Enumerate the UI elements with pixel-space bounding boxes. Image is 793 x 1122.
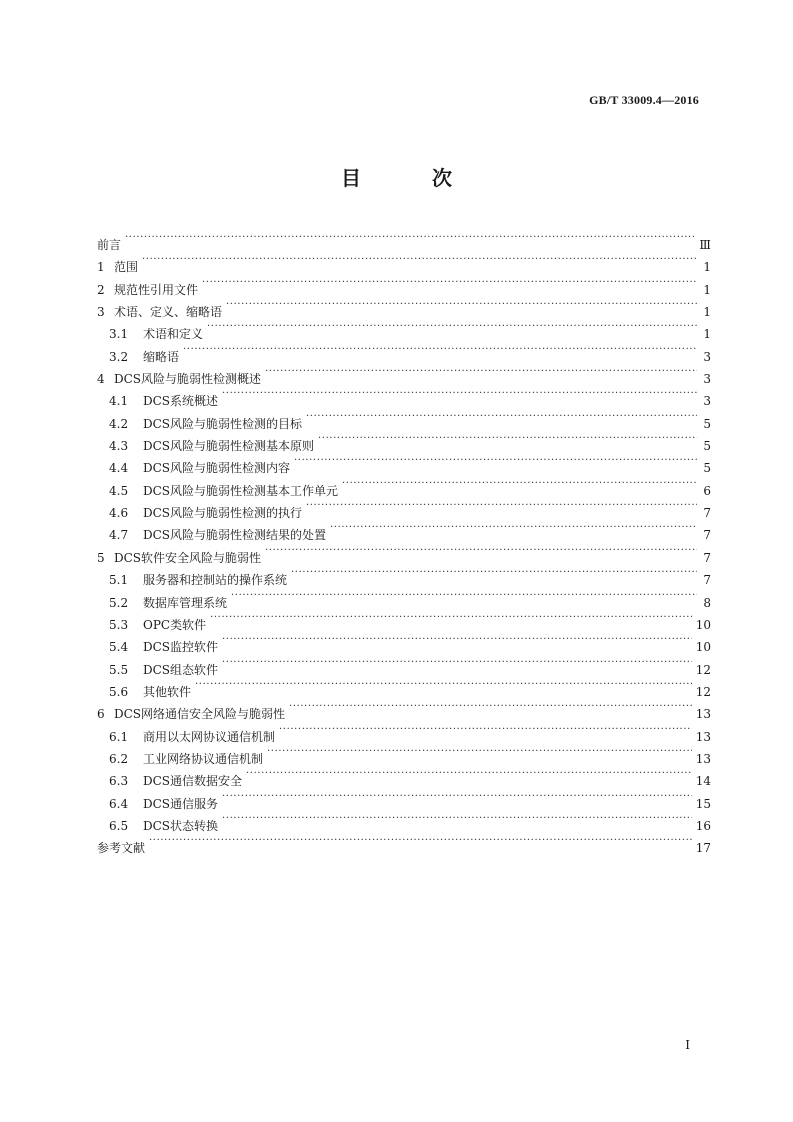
toc-leader-dots: [291, 562, 697, 584]
toc-entry[interactable]: [97, 339, 711, 364]
toc-entry-number: 5.6: [109, 684, 129, 699]
toc-entry-label: 范围: [114, 260, 139, 275]
toc-leader-dots: [222, 383, 697, 405]
toc-leader-dots: [142, 249, 697, 271]
toc-leader-dots: [231, 585, 697, 607]
toc-entry[interactable]: [97, 450, 711, 476]
toc-entry-label: 术语和定义: [143, 327, 204, 342]
toc-entry[interactable]: [97, 495, 711, 521]
toc-leader-dots: [342, 473, 697, 495]
toc-entry[interactable]: [97, 383, 711, 409]
toc-entry-number: 4.3: [109, 439, 129, 454]
toc-entry-label: DCS风险与脆弱性检测基本工作单元: [143, 483, 339, 498]
toc-leader-dots: [330, 517, 697, 539]
toc-entry-page: 10: [695, 617, 711, 632]
toc-entry-label: 规范性引用文件: [114, 282, 199, 297]
toc-leader-dots: [294, 450, 697, 472]
toc-entry-label: DCS风险与脆弱性检测内容: [143, 461, 291, 476]
toc-entry-number: 6.3: [109, 774, 129, 789]
toc-entry[interactable]: [97, 406, 711, 431]
toc-entry-page: 12: [695, 662, 711, 677]
toc-entry-number: 4.4: [109, 461, 129, 476]
toc-entry-page: 6: [703, 483, 711, 498]
toc-entry[interactable]: [97, 294, 711, 320]
toc-entry-page: 13: [695, 707, 711, 722]
toc-entry-number: 1: [97, 260, 105, 275]
toc-entry-label: 其他软件: [143, 684, 192, 699]
toc-entry-page: 13: [695, 751, 711, 766]
toc-entry-label: DCS风险与脆弱性检测基本原则: [143, 439, 315, 454]
toc-entry-label: DCS组态软件: [143, 662, 219, 677]
toc-entry-number: 6.1: [109, 729, 129, 744]
toc-leader-dots: [289, 696, 692, 718]
toc-entry-page: 1: [703, 327, 711, 342]
toc-entry-page: 17: [695, 841, 711, 856]
toc-entry-page: 3: [703, 372, 711, 387]
toc-entry-label: DCS通信数据安全: [143, 774, 243, 789]
toc-entry-page: 1: [703, 305, 711, 320]
toc-entry[interactable]: [97, 517, 711, 543]
toc-leader-dots: [202, 272, 697, 294]
toc-entry-page: 7: [703, 573, 711, 588]
toc-leader-dots: [267, 741, 692, 763]
toc-entry-label: OPC类软件: [143, 617, 207, 632]
toc-entry-page: 5: [703, 439, 711, 454]
toc-leader-dots: [306, 495, 697, 517]
toc-entry[interactable]: [97, 763, 711, 789]
toc-entry[interactable]: [97, 428, 711, 454]
toc-entry-label: 工业网络协议通信机制: [143, 751, 264, 766]
toc-entry-number: 5: [97, 550, 105, 565]
toc-entry[interactable]: [97, 652, 711, 677]
toc-entry[interactable]: [97, 607, 711, 632]
toc-entry-number: 6: [97, 707, 105, 722]
table-of-contents: [97, 227, 711, 856]
toc-entry-page: 10: [695, 640, 711, 655]
toc-entry-label: DCS网络通信安全风险与脆弱性: [114, 707, 286, 722]
toc-entry[interactable]: [97, 249, 711, 275]
toc-entry-page: 5: [703, 461, 711, 476]
toc-entry[interactable]: [97, 696, 711, 722]
toc-entry-page: 13: [695, 729, 711, 744]
toc-entry-number: 2: [97, 282, 105, 297]
toc-entry[interactable]: [97, 719, 711, 744]
toc-entry-label: DCS监控软件: [143, 640, 219, 655]
toc-entry-label: 服务器和控制站的操作系统: [143, 573, 288, 588]
toc-entry-label: DCS风险与脆弱性检测概述: [114, 372, 262, 387]
toc-entry-page: 7: [703, 528, 711, 543]
toc-entry[interactable]: [97, 674, 711, 699]
toc-entry-number: 6.5: [109, 818, 129, 833]
toc-leader-dots: [265, 540, 697, 562]
toc-entry-page: Ⅲ: [699, 238, 711, 252]
toc-leader-dots: [222, 786, 692, 808]
toc-leader-dots: [226, 294, 697, 316]
toc-entry[interactable]: [97, 361, 711, 387]
toc-entry-page: 14: [695, 774, 711, 789]
toc-entry-label: 前言: [97, 238, 122, 252]
toc-entry-page: 1: [703, 260, 711, 275]
toc-entry[interactable]: [97, 830, 711, 856]
toc-entry-label: DCS风险与脆弱性检测的执行: [143, 506, 303, 521]
toc-entry[interactable]: [97, 629, 711, 655]
toc-entry-label: DCS状态转换: [143, 818, 219, 833]
toc-entry-number: 4.5: [109, 483, 129, 498]
toc-leader-dots: [222, 652, 692, 674]
toc-entry-number: 5.5: [109, 662, 129, 677]
toc-leader-dots: [125, 227, 695, 249]
toc-entry[interactable]: [97, 808, 711, 833]
toc-entry-number: 3: [97, 305, 105, 320]
toc-leader-dots: [265, 361, 697, 383]
toc-entry-page: 7: [703, 550, 711, 565]
toc-leader-dots: [222, 629, 692, 651]
toc-leader-dots: [246, 763, 692, 785]
toc-entry[interactable]: [97, 473, 711, 498]
toc-entry[interactable]: [97, 316, 711, 342]
toc-entry-number: 5.2: [109, 595, 129, 610]
toc-entry-label: DCS通信服务: [143, 796, 219, 811]
toc-leader-dots: [183, 339, 697, 361]
toc-entry-number: 5.4: [109, 640, 129, 655]
toc-entry-page: 7: [703, 506, 711, 521]
toc-entry-label: 数据库管理系统: [143, 595, 228, 610]
toc-entry-label: 缩略语: [143, 349, 180, 364]
toc-entry[interactable]: [97, 786, 711, 811]
toc-entry-number: 4.2: [109, 416, 129, 431]
toc-entry-page: 12: [695, 684, 711, 699]
toc-entry-label: 商用以太网协议通信机制: [143, 729, 276, 744]
toc-leader-dots: [306, 406, 697, 428]
toc-entry[interactable]: [97, 227, 711, 252]
toc-entry-page: 16: [695, 818, 711, 833]
toc-leader-dots: [207, 316, 697, 338]
toc-entry[interactable]: [97, 540, 711, 565]
toc-entry-label: 术语、定义、缩略语: [114, 305, 223, 320]
toc-entry-page: 5: [703, 416, 711, 431]
toc-entry-label: DCS风险与脆弱性检测结果的处置: [143, 528, 327, 543]
toc-entry[interactable]: [97, 741, 711, 766]
toc-entry-number: 4.7: [109, 528, 129, 543]
toc-leader-dots: [195, 674, 692, 696]
toc-entry-label: 参考文献: [97, 841, 146, 856]
toc-entry-number: 3.2: [109, 349, 129, 364]
toc-entry-page: 3: [703, 394, 711, 409]
toc-entry-page: 8: [703, 595, 711, 610]
toc-entry-number: 4.1: [109, 394, 129, 409]
toc-entry-number: 6.4: [109, 796, 129, 811]
standard-code: GB/T 33009.4—2016: [589, 93, 699, 107]
toc-leader-dots: [279, 719, 692, 741]
toc-entry-label: DCS风险与脆弱性检测的目标: [143, 416, 303, 431]
toc-leader-dots: [149, 830, 692, 852]
toc-entry[interactable]: [97, 562, 711, 588]
toc-entry-label: DCS系统概述: [143, 394, 219, 409]
toc-entry-number: 5.1: [109, 573, 129, 588]
toc-entry-number: 5.3: [109, 617, 129, 632]
toc-entry-page: 3: [703, 349, 711, 364]
page-number: Ⅰ: [685, 1038, 690, 1052]
toc-entry-number: 4: [97, 372, 105, 387]
toc-leader-dots: [222, 808, 692, 830]
toc-entry[interactable]: [97, 585, 711, 610]
page-title: 目 次: [341, 166, 484, 190]
toc-entry-label: DCS软件安全风险与脆弱性: [114, 550, 262, 565]
toc-entry-number: 3.1: [109, 327, 129, 342]
toc-entry-page: 15: [695, 796, 711, 811]
toc-entry-number: 4.6: [109, 506, 129, 521]
toc-leader-dots: [210, 607, 692, 629]
toc-entry-page: 1: [703, 282, 711, 297]
toc-entry[interactable]: [97, 272, 711, 297]
toc-entry-number: 6.2: [109, 751, 129, 766]
toc-leader-dots: [318, 428, 697, 450]
